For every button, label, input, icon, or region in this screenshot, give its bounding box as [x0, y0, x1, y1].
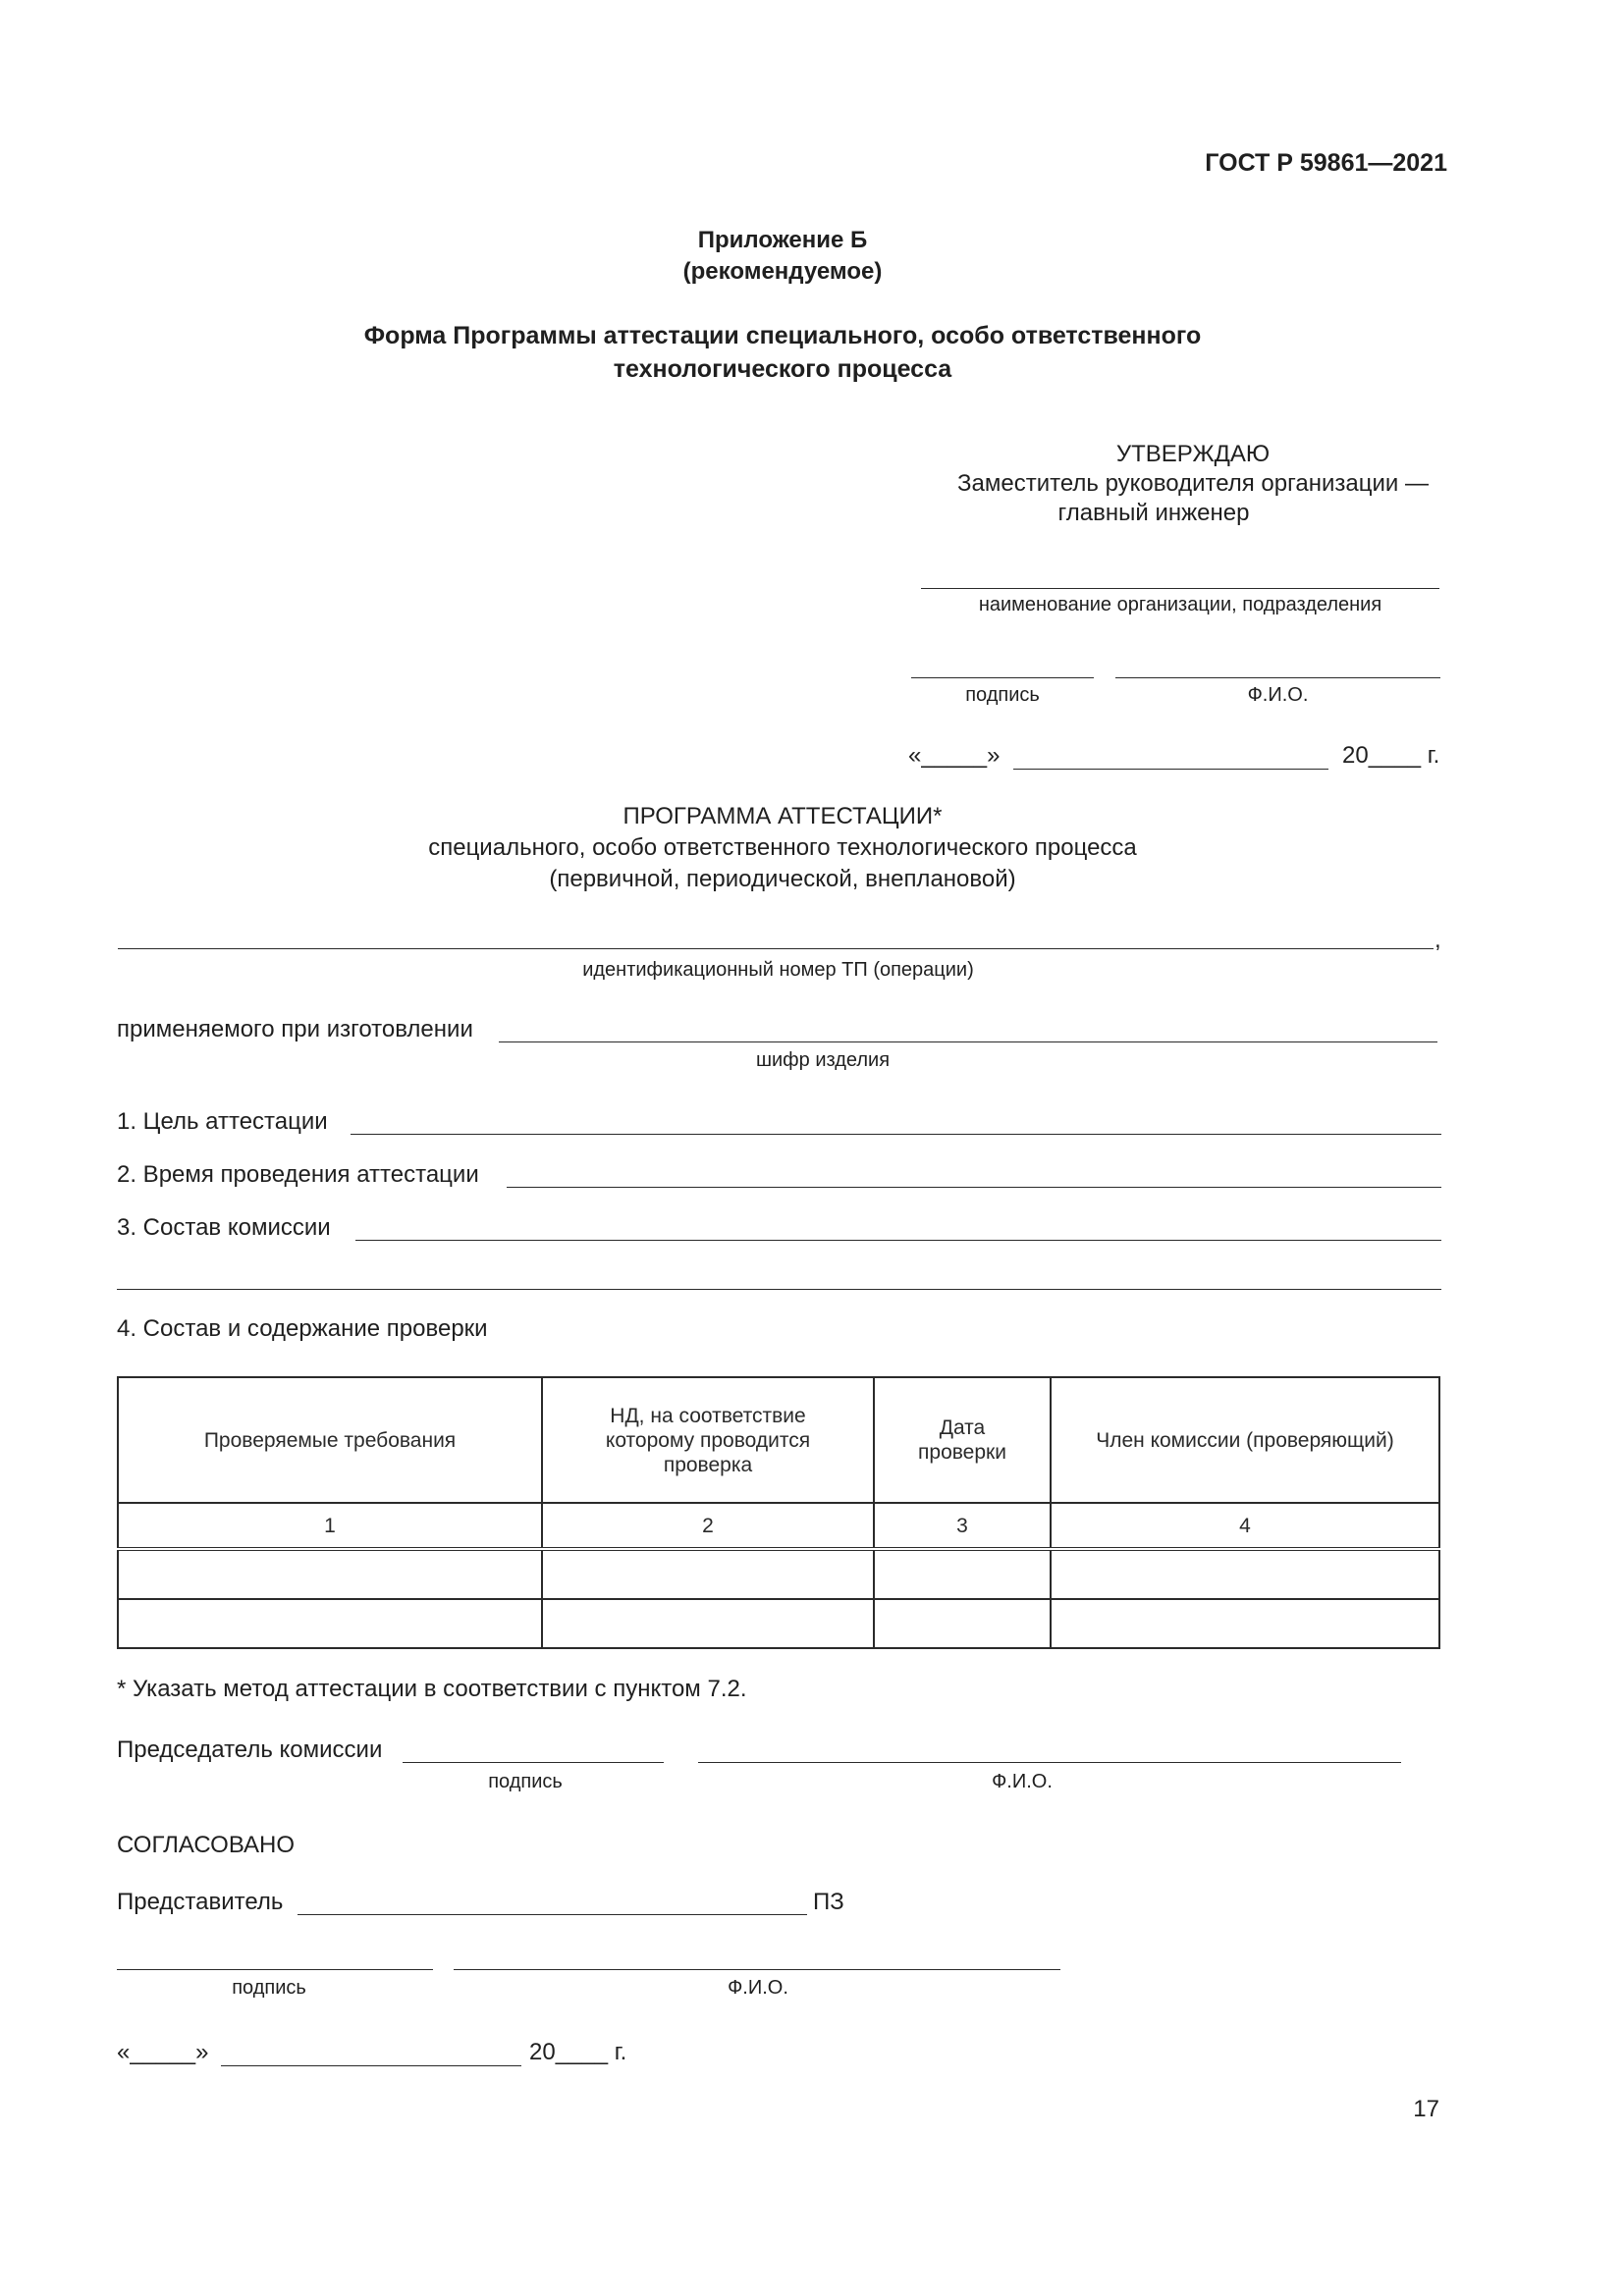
chairman-name-caption: Ф.И.О.	[992, 1771, 1053, 1792]
table-cell	[1051, 1599, 1439, 1648]
chairman-name-line	[698, 1762, 1401, 1763]
table-number-cell: 3	[874, 1503, 1051, 1549]
appendix-title: Приложение Б	[697, 227, 868, 253]
standard-designation: ГОСТ Р 59861—2021	[1205, 149, 1447, 177]
chairman-signature-line	[403, 1762, 664, 1763]
page-number: 17	[1413, 2096, 1439, 2122]
program-title: ПРОГРАММА АТТЕСТАЦИИ*	[623, 803, 943, 829]
item-time-line	[507, 1187, 1441, 1188]
approval-name-line	[1115, 677, 1440, 678]
table-number-cell: 2	[542, 1503, 874, 1549]
agreed-signature-line	[117, 1969, 433, 1970]
agreed-name-line	[454, 1969, 1060, 1970]
product-code-caption: шифр изделия	[755, 1049, 891, 1071]
table-cell	[118, 1599, 542, 1648]
program-subtitle1: специального, особо ответственного технологического процесса	[428, 834, 1137, 861]
table-cell	[874, 1599, 1051, 1648]
representative-line	[298, 1914, 807, 1915]
representative-label: Представитель	[117, 1889, 284, 1915]
applied-label: применяемого при изготовлении	[117, 1016, 473, 1042]
table-header-cell: Дата проверки	[874, 1377, 1051, 1503]
approval-date-day: «_____»	[908, 742, 1001, 769]
footnote: * Указать метод аттестации в соответствии с пунктом 7.2.	[117, 1676, 747, 1702]
approval-date-year: 20____ г.	[1342, 742, 1440, 769]
approval-name-caption: Ф.И.О.	[1247, 684, 1309, 706]
table-header-cell: Проверяемые требования	[118, 1377, 542, 1503]
item-purpose-line	[351, 1134, 1441, 1135]
table-row	[118, 1599, 1439, 1648]
check-table	[117, 1376, 1440, 1649]
agreed-date-day: «_____»	[117, 2039, 209, 2065]
item-check-label: 4. Состав и содержание проверки	[117, 1315, 488, 1342]
table-cell	[542, 1599, 874, 1648]
table-cell	[874, 1549, 1051, 1599]
process-id-line	[118, 948, 1434, 949]
approve-label: УТВЕРЖДАЮ	[1115, 441, 1271, 467]
table-header-cell: НД, на соответствие которому проводится проверка	[542, 1377, 874, 1503]
product-code-line	[499, 1041, 1437, 1042]
chairman-signature-caption: подпись	[488, 1771, 563, 1792]
table-header-row	[118, 1377, 1439, 1503]
doc-title-line2: технологического процесса	[613, 355, 952, 383]
program-subtitle2: (первичной, периодической, внеплановой)	[549, 866, 1016, 892]
process-id-caption: идентификационный номер ТП (операции)	[582, 959, 974, 981]
org-name-line	[921, 588, 1439, 589]
approver-position-line1: Заместитель руководителя организации —	[957, 470, 1429, 497]
table-number-cell: 1	[118, 1503, 542, 1549]
item-commission-label: 3. Состав комиссии	[117, 1214, 331, 1241]
table-cell	[118, 1549, 542, 1599]
table-cell	[1051, 1549, 1439, 1599]
table-header-cell: Член комиссии (проверяющий)	[1051, 1377, 1439, 1503]
chairman-label: Председатель комиссии	[117, 1736, 383, 1763]
item-time-label: 2. Время проведения аттестации	[117, 1161, 479, 1188]
representative-suffix: ПЗ	[813, 1889, 844, 1915]
table-number-cell: 4	[1051, 1503, 1439, 1549]
table-row	[118, 1549, 1439, 1599]
table-number-row	[118, 1503, 1439, 1549]
item-commission-line2	[117, 1289, 1441, 1290]
agreed-title: СОГЛАСОВАНО	[117, 1832, 296, 1858]
approver-position-line2: главный инженер	[1057, 500, 1250, 526]
agreed-signature-caption: подпись	[232, 1977, 306, 1999]
agreed-date-month-line	[221, 2065, 521, 2066]
table-cell	[542, 1549, 874, 1599]
appendix-status: (рекомендуемое)	[682, 258, 883, 285]
item-purpose-label: 1. Цель аттестации	[117, 1108, 328, 1135]
process-id-comma: ,	[1435, 927, 1441, 953]
org-name-caption: наименование организации, подразделения	[978, 594, 1382, 615]
agreed-name-caption: Ф.И.О.	[728, 1977, 788, 1999]
approval-signature-line	[911, 677, 1094, 678]
item-commission-line	[355, 1240, 1441, 1241]
approval-signature-caption: подпись	[965, 684, 1040, 706]
approval-date-month-line	[1013, 769, 1328, 770]
agreed-date-year: 20____ г.	[529, 2039, 627, 2065]
doc-title-line1: Форма Программы аттестации специального, особо ответственного	[363, 322, 1202, 349]
